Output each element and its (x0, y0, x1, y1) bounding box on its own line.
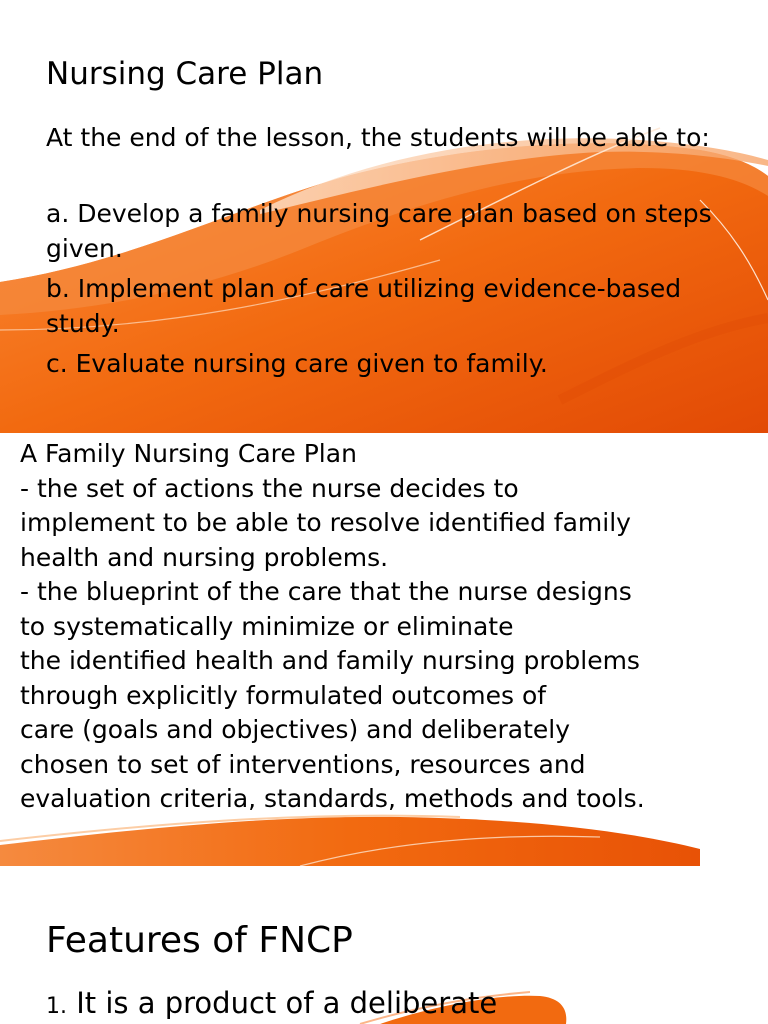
definition-line: to systematically minimize or eliminate (20, 611, 514, 641)
slide-nursing-care-plan (0, 0, 768, 433)
definition-text (20, 437, 760, 817)
objective-item: a. Develop a family nursing care plan based on steps given. (46, 199, 712, 263)
definition-line: health and nursing problems. (20, 542, 389, 572)
slide-title: Nursing Care Plan (46, 56, 324, 92)
intro-text: At the end of the lesson, the students will be able to: (46, 123, 710, 152)
feature-item (46, 986, 497, 1020)
definition-line: chosen to set of interventions, resources and (20, 749, 586, 779)
definition-line: through explicitly formulated outcomes of (20, 680, 547, 710)
feature-number: 1. (46, 994, 67, 1019)
definition-line: - the blueprint of the care that the nurse designs (20, 577, 632, 606)
definition-line: the identified health and family nursing problems (20, 646, 640, 675)
objective-item: c. Evaluate nursing care given to family. (46, 349, 548, 378)
slide-family-nursing-care-plan (0, 433, 768, 866)
objective-item: b. Implement plan of care utilizing evidence-based study. (46, 274, 682, 338)
definition-line: evaluation criteria, standards, methods and tools. (20, 784, 645, 813)
definition-line: A Family Nursing Care Plan (20, 439, 357, 468)
definition-line: - the set of actions the nurse decides to (20, 473, 519, 503)
definition-line: implement to be able to resolve identified family (20, 508, 631, 537)
definition-line: care (goals and objectives) and deliberately (20, 715, 571, 744)
feature-text: It is a product of a deliberate (76, 986, 498, 1020)
slide-features-of-fncp (0, 866, 768, 1024)
slide-title: Features of FNCP (46, 920, 353, 961)
